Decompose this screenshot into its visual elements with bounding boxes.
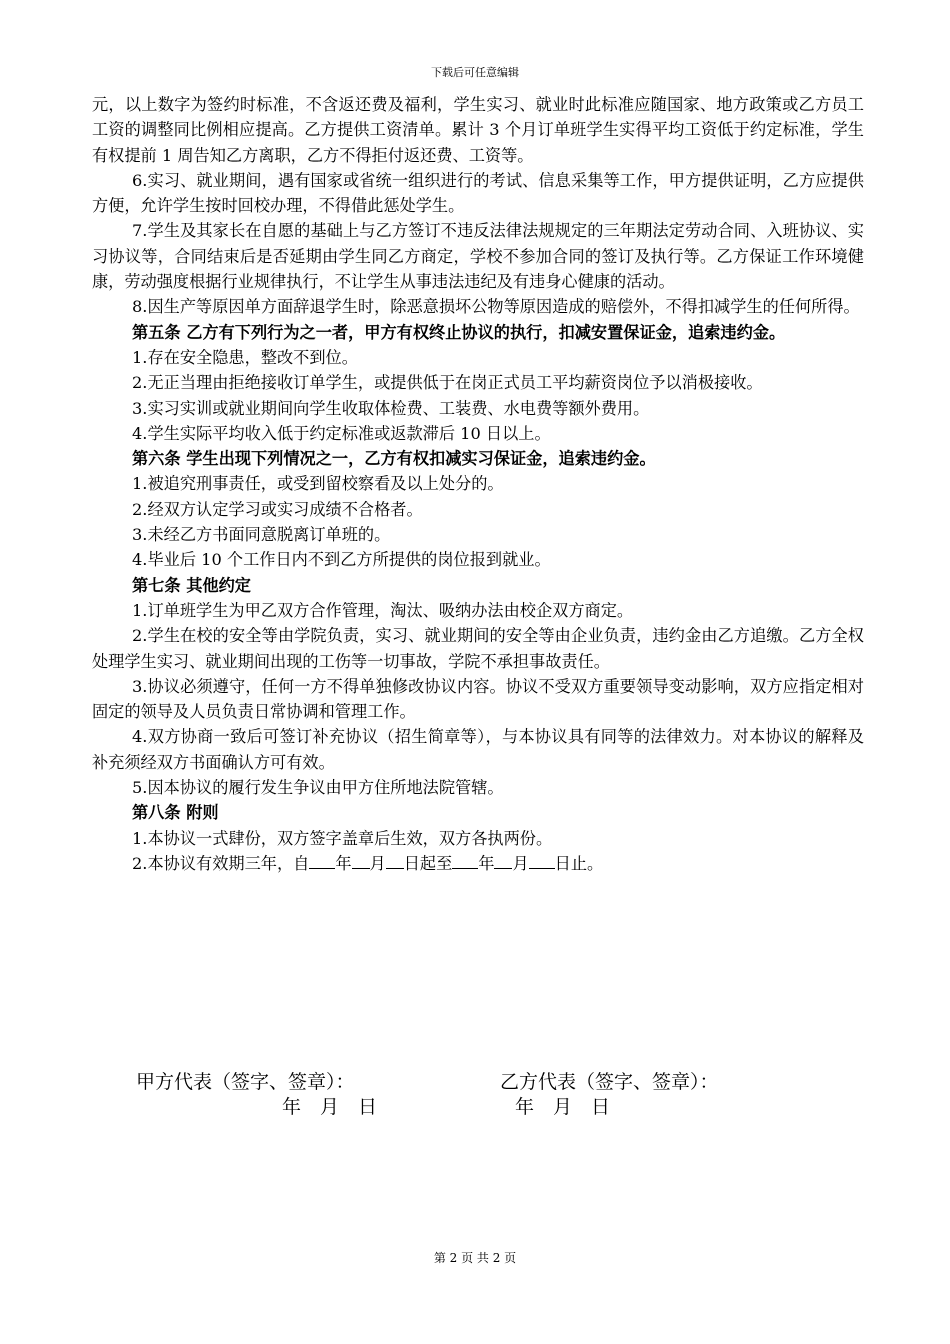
- blank-day-from: [386, 851, 404, 869]
- page-number: 第 2 页 共 2 页: [433, 1251, 517, 1265]
- article-7-heading: 第七条 其他约定: [132, 575, 251, 595]
- contract-body: [92, 92, 864, 876]
- article-8-item-2: [92, 851, 864, 876]
- paragraph-continued: 元，以上数字为签约时标准，不含返还费及福利，学生实习、就业时此标准应随国家、地方政策或乙方员工工资的调整同比例相应提高。乙方提供工资清单。累计 3 个月订单班学生实得平均工资低于约定标准，学生有权提前 1 周告知乙方离职，乙方不得拒付返还费、工资等。: [92, 95, 864, 165]
- article-6-heading: 第六条 学生出现下列情况之一，乙方有权扣减实习保证金，追索违约金。: [132, 449, 656, 469]
- blank-month-from: [352, 851, 370, 869]
- article-5-item-3: 3.实习实训或就业期间向学生收取体检费、工装费、水电费等额外费用。: [132, 398, 650, 418]
- validity-month-end-label: 月: [512, 853, 529, 873]
- party-b-signature-label: 乙方代表（签字、签章）：: [500, 1071, 719, 1093]
- validity-year-end-label: 年: [478, 853, 495, 873]
- clause-4-item-6: 6.实习、就业期间，遇有国家或省统一组织进行的考试、信息采集等工作，甲方提供证明，乙方应提供方便，允许学生按时回校办理，不得借此惩处学生。: [92, 170, 864, 216]
- party-a-signature-label: 甲方代表（签字、签章）：: [136, 1071, 355, 1093]
- article-8-item-1: 1.本协议一式肆份，双方签字盖章后生效，双方各执两份。: [132, 828, 553, 848]
- party-a-date: 年 月 日: [282, 1096, 378, 1118]
- article-5-item-2: 2.无正当理由拒绝接收订单学生，或提供低于在岗正式员工平均薪资岗位予以消极接收。: [132, 373, 763, 393]
- blank-year-from: [309, 851, 335, 869]
- article-5-item-1: 1.存在安全隐患，整改不到位。: [132, 347, 358, 367]
- article-7-item-5: 5.因本协议的履行发生争议由甲方住所地法院管辖。: [132, 778, 504, 798]
- validity-month-label: 月: [369, 853, 386, 873]
- article-7-item-2: 2.学生在校的安全等由学院负责，实习、就业期间的安全等由企业负责，违约金由乙方追缴。乙方全权处理学生实习、就业期间出现的工伤等一切事故，学院不承担事故责任。: [92, 626, 864, 671]
- validity-day-from-label: 日起至: [403, 853, 453, 873]
- clause-4-item-8: 8.因生产等原因单方面辞退学生时，除恶意损坏公物等原因造成的赔偿外，不得扣减学生的任何所得。: [132, 297, 860, 317]
- article-5-heading: 第五条 乙方有下列行为之一者，甲方有权终止协议的执行，扣减安置保证金，追索违约金。: [132, 322, 786, 342]
- article-6-item-4: 4.毕业后 10 个工作日内不到乙方所提供的岗位报到就业。: [132, 550, 551, 570]
- article-6-item-2: 2.经双方认定学习或实习成绩不合格者。: [132, 499, 423, 519]
- article-7-item-1: 1.订单班学生为甲乙双方合作管理，淘汰、吸纳办法由校企双方商定。: [132, 600, 634, 620]
- article-8-heading: 第八条 附则: [132, 803, 219, 823]
- article-6-item-1: 1.被追究刑事责任，或受到留校察看及以上处分的。: [132, 474, 504, 494]
- clause-4-item-7: 7.学生及其家长在自愿的基础上与乙方签订不违反法律法规规定的三年期法定劳动合同、入班协议、实习协议等，合同结束后是否延期由学生同乙方商定，学校不参加合同的签订及执行等。乙方保证工作环境健康，劳动强度根据行业规律执行，不让学生从事违法违纪及有违身心健康的活动。: [92, 221, 864, 292]
- validity-prefix: 2.本协议有效期三年，自: [132, 853, 310, 873]
- article-5-item-4: 4.学生实际平均收入低于约定标准或返款滞后 10 日以上。: [132, 423, 551, 443]
- blank-month-end: [494, 851, 512, 869]
- validity-year-label: 年: [335, 853, 352, 873]
- blank-day-end: [529, 851, 555, 869]
- validity-day-end-label: 日止。: [554, 853, 604, 873]
- page-header-note: 下载后可任意编辑: [431, 66, 519, 79]
- article-6-item-3: 3.未经乙方书面同意脱离订单班的。: [132, 525, 391, 545]
- article-7-item-3: 3.协议必须遵守，任何一方不得单独修改协议内容。协议不受双方重要领导变动影响，双方应指定相对固定的领导及人员负责日常协调和管理工作。: [92, 676, 864, 722]
- party-b-date: 年 月 日: [515, 1096, 611, 1118]
- article-7-item-4: 4.双方协商一致后可签订补充协议（招生简章等），与本协议具有同等的法律效力。对本协议的解释及补充须经双方书面确认方可有效。: [92, 727, 864, 772]
- blank-year-end: [452, 851, 478, 869]
